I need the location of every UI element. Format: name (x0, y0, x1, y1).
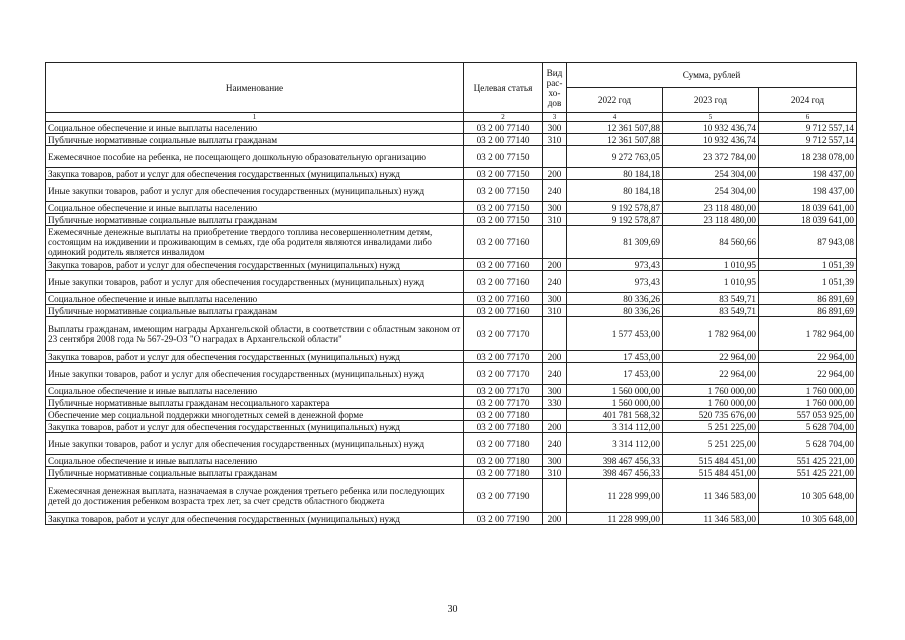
row-target-article: 03 2 00 77160 (464, 293, 543, 305)
table-row (46, 146, 857, 168)
row-target-article: 03 2 00 77140 (464, 134, 543, 146)
row-expense-type: 240 (543, 271, 567, 293)
table-row (46, 467, 857, 479)
row-target-article: 03 2 00 77150 (464, 214, 543, 226)
row-expense-type: 200 (543, 421, 567, 433)
row-target-article: 03 2 00 77180 (464, 421, 543, 433)
row-target-article: 03 2 00 77180 (464, 467, 543, 479)
row-name: Иные закупки товаров, работ и услуг для обеспечения государственных (муниципальных) нужд (46, 271, 464, 293)
row-amount-2024: 86 891,69 (759, 293, 857, 305)
row-expense-type: 300 (543, 293, 567, 305)
row-amount-2024: 22 964,00 (759, 363, 857, 385)
row-expense-type: 200 (543, 168, 567, 180)
row-amount-2024: 5 628 704,00 (759, 421, 857, 433)
row-name: Социальное обеспечение и иные выплаты населению (46, 202, 464, 214)
row-name: Закупка товаров, работ и услуг для обеспечения государственных (муниципальных) нужд (46, 421, 464, 433)
budget-table (45, 62, 857, 525)
row-amount-2023: 11 346 583,00 (663, 513, 759, 525)
row-target-article: 03 2 00 77160 (464, 271, 543, 293)
table-row (46, 351, 857, 363)
row-amount-2023: 23 372 784,00 (663, 146, 759, 168)
row-amount-2024: 1 782 964,00 (759, 317, 857, 351)
row-target-article: 03 2 00 77170 (464, 363, 543, 385)
table-row (46, 271, 857, 293)
row-name: Социальное обеспечение и иные выплаты населению (46, 122, 464, 134)
row-amount-2024: 1 051,39 (759, 259, 857, 271)
row-amount-2022: 1 577 453,00 (567, 317, 663, 351)
row-amount-2023: 23 118 480,00 (663, 202, 759, 214)
table-row (46, 363, 857, 385)
row-expense-type: 330 (543, 397, 567, 409)
row-amount-2022: 81 309,69 (567, 226, 663, 259)
table-row (46, 134, 857, 146)
table-row (46, 397, 857, 409)
row-amount-2023: 83 549,71 (663, 305, 759, 317)
row-amount-2023: 10 932 436,74 (663, 122, 759, 134)
row-name: Обеспечение мер социальной поддержки многодетных семей в денежной форме (46, 409, 464, 421)
row-amount-2024: 22 964,00 (759, 351, 857, 363)
col-number: 1 (46, 113, 464, 122)
row-expense-type: 240 (543, 433, 567, 455)
row-amount-2022: 9 192 578,87 (567, 202, 663, 214)
row-amount-2023: 83 549,71 (663, 293, 759, 305)
row-target-article: 03 2 00 77180 (464, 409, 543, 421)
row-name: Иные закупки товаров, работ и услуг для обеспечения государственных (муниципальных) нужд (46, 433, 464, 455)
row-name: Иные закупки товаров, работ и услуг для обеспечения государственных (муниципальных) нужд (46, 180, 464, 202)
table-row (46, 226, 857, 259)
row-target-article: 03 2 00 77150 (464, 202, 543, 214)
table-row (46, 513, 857, 525)
row-expense-type: 310 (543, 134, 567, 146)
row-amount-2024: 18 238 078,00 (759, 146, 857, 168)
row-amount-2022: 398 467 456,33 (567, 467, 663, 479)
table-body (46, 122, 857, 525)
page-number: 30 (447, 604, 458, 615)
row-amount-2023: 515 484 451,00 (663, 455, 759, 467)
row-expense-type: 300 (543, 385, 567, 397)
row-amount-2023: 23 118 480,00 (663, 214, 759, 226)
row-name: Иные закупки товаров, работ и услуг для обеспечения государственных (муниципальных) нужд (46, 363, 464, 385)
row-expense-type: 300 (543, 455, 567, 467)
row-amount-2024: 18 039 641,00 (759, 214, 857, 226)
table-row (46, 409, 857, 421)
row-amount-2024: 198 437,00 (759, 168, 857, 180)
row-expense-type: 310 (543, 305, 567, 317)
row-amount-2024: 9 712 557,14 (759, 134, 857, 146)
row-target-article: 03 2 00 77140 (464, 122, 543, 134)
row-expense-type (543, 479, 567, 513)
row-amount-2024: 5 628 704,00 (759, 433, 857, 455)
row-name: Публичные нормативные социальные выплаты гражданам (46, 134, 464, 146)
row-amount-2022: 11 228 999,00 (567, 513, 663, 525)
table-row (46, 433, 857, 455)
row-name: Закупка товаров, работ и услуг для обеспечения государственных (муниципальных) нужд (46, 168, 464, 180)
col-number: 6 (759, 113, 857, 122)
row-name: Выплаты гражданам, имеющим награды Архангельской области, в соответствии с областным законом от 23 сентября 2008 года № 567-29-ОЗ "О наградах в Архангельской области" (46, 317, 464, 351)
col-number: 4 (567, 113, 663, 122)
row-expense-type: 310 (543, 214, 567, 226)
row-expense-type: 200 (543, 513, 567, 525)
row-name: Закупка товаров, работ и услуг для обеспечения государственных (муниципальных) нужд (46, 259, 464, 271)
row-amount-2022: 1 560 000,00 (567, 397, 663, 409)
row-amount-2023: 254 304,00 (663, 168, 759, 180)
row-amount-2023: 1 010,95 (663, 259, 759, 271)
row-amount-2023: 11 346 583,00 (663, 479, 759, 513)
row-amount-2022: 3 314 112,00 (567, 421, 663, 433)
row-expense-type: 240 (543, 180, 567, 202)
row-name: Закупка товаров, работ и услуг для обеспечения государственных (муниципальных) нужд (46, 351, 464, 363)
header-sum: Сумма, рублей (567, 63, 857, 88)
row-amount-2024: 198 437,00 (759, 180, 857, 202)
row-target-article: 03 2 00 77180 (464, 455, 543, 467)
table-row (46, 305, 857, 317)
row-name: Публичные нормативные социальные выплаты гражданам (46, 214, 464, 226)
row-target-article: 03 2 00 77160 (464, 305, 543, 317)
row-expense-type: 300 (543, 122, 567, 134)
row-amount-2024: 9 712 557,14 (759, 122, 857, 134)
header-target-article: Целевая статья (464, 63, 543, 113)
row-amount-2023: 1 760 000,00 (663, 385, 759, 397)
col-number: 5 (663, 113, 759, 122)
row-amount-2022: 17 453,00 (567, 363, 663, 385)
row-name: Социальное обеспечение и иные выплаты населению (46, 293, 464, 305)
row-amount-2022: 11 228 999,00 (567, 479, 663, 513)
table-row (46, 122, 857, 134)
table-row (46, 421, 857, 433)
row-amount-2022: 1 560 000,00 (567, 385, 663, 397)
row-amount-2024: 10 305 648,00 (759, 479, 857, 513)
table-row (46, 455, 857, 467)
row-amount-2022: 3 314 112,00 (567, 433, 663, 455)
row-name: Ежемесячные денежные выплаты на приобретение твердого топлива несовершеннолетним детям, состоящим на иждивении и проживающим в семьях, где оба родителя являются инвалидами либо одинокий родитель является инвалидом (46, 226, 464, 259)
row-target-article: 03 2 00 77150 (464, 168, 543, 180)
row-amount-2022: 80 184,18 (567, 168, 663, 180)
row-amount-2023: 84 560,66 (663, 226, 759, 259)
row-expense-type: 240 (543, 363, 567, 385)
row-amount-2022: 9 272 763,05 (567, 146, 663, 168)
table-row (46, 479, 857, 513)
row-expense-type: 300 (543, 202, 567, 214)
row-amount-2023: 22 964,00 (663, 363, 759, 385)
row-target-article: 03 2 00 77150 (464, 180, 543, 202)
row-name: Публичные нормативные социальные выплаты гражданам (46, 467, 464, 479)
header-year-2024: 2024 год (759, 88, 857, 113)
row-target-article: 03 2 00 77160 (464, 259, 543, 271)
header-year-2023: 2023 год (663, 88, 759, 113)
row-amount-2022: 17 453,00 (567, 351, 663, 363)
row-target-article: 03 2 00 77170 (464, 351, 543, 363)
row-amount-2022: 398 467 456,33 (567, 455, 663, 467)
row-name: Закупка товаров, работ и услуг для обеспечения государственных (муниципальных) нужд (46, 513, 464, 525)
row-expense-type (543, 146, 567, 168)
row-name: Ежемесячное пособие на ребенка, не посещающего дошкольную образовательную организацию (46, 146, 464, 168)
row-amount-2022: 80 336,26 (567, 293, 663, 305)
row-expense-type (543, 409, 567, 421)
row-target-article: 03 2 00 77170 (464, 385, 543, 397)
row-target-article: 03 2 00 77190 (464, 479, 543, 513)
table-row (46, 293, 857, 305)
row-name: Публичные нормативные выплаты гражданам несоциального характера (46, 397, 464, 409)
header-year-2022: 2022 год (567, 88, 663, 113)
row-amount-2023: 1 760 000,00 (663, 397, 759, 409)
row-expense-type (543, 317, 567, 351)
row-amount-2024: 86 891,69 (759, 305, 857, 317)
table-row (46, 317, 857, 351)
row-expense-type: 200 (543, 351, 567, 363)
row-amount-2023: 515 484 451,00 (663, 467, 759, 479)
col-number: 3 (543, 113, 567, 122)
row-amount-2022: 401 781 568,32 (567, 409, 663, 421)
row-amount-2022: 9 192 578,87 (567, 214, 663, 226)
row-amount-2024: 18 039 641,00 (759, 202, 857, 214)
row-amount-2023: 1 782 964,00 (663, 317, 759, 351)
row-amount-2023: 254 304,00 (663, 180, 759, 202)
row-amount-2022: 973,43 (567, 259, 663, 271)
row-amount-2024: 10 305 648,00 (759, 513, 857, 525)
row-target-article: 03 2 00 77180 (464, 433, 543, 455)
row-name: Ежемесячная денежная выплата, назначаемая в случае рождения третьего ребенка или последующих детей до достижения ребенком возраста трех лет, за счет средств областного бюджета (46, 479, 464, 513)
row-amount-2024: 1 760 000,00 (759, 397, 857, 409)
col-number: 2 (464, 113, 543, 122)
row-amount-2024: 551 425 221,00 (759, 467, 857, 479)
row-amount-2024: 1 760 000,00 (759, 385, 857, 397)
row-amount-2022: 80 184,18 (567, 180, 663, 202)
row-name: Социальное обеспечение и иные выплаты населению (46, 385, 464, 397)
row-name: Социальное обеспечение и иные выплаты населению (46, 455, 464, 467)
table-row (46, 202, 857, 214)
header-expense-type: Вид рас- хо- дов (543, 63, 567, 113)
row-amount-2023: 1 010,95 (663, 271, 759, 293)
row-amount-2023: 22 964,00 (663, 351, 759, 363)
row-expense-type: 310 (543, 467, 567, 479)
row-amount-2023: 520 735 676,00 (663, 409, 759, 421)
table-row (46, 385, 857, 397)
row-amount-2023: 10 932 436,74 (663, 134, 759, 146)
row-amount-2024: 551 425 221,00 (759, 455, 857, 467)
row-target-article: 03 2 00 77190 (464, 513, 543, 525)
header-name: Наименование (46, 63, 464, 113)
row-amount-2023: 5 251 225,00 (663, 421, 759, 433)
row-target-article: 03 2 00 77170 (464, 317, 543, 351)
row-amount-2022: 12 361 507,88 (567, 122, 663, 134)
row-target-article: 03 2 00 77170 (464, 397, 543, 409)
row-name: Публичные нормативные социальные выплаты гражданам (46, 305, 464, 317)
row-amount-2024: 557 053 925,00 (759, 409, 857, 421)
table-row (46, 180, 857, 202)
row-amount-2022: 12 361 507,88 (567, 134, 663, 146)
table-row (46, 259, 857, 271)
table-row (46, 214, 857, 226)
row-target-article: 03 2 00 77150 (464, 146, 543, 168)
row-amount-2024: 87 943,08 (759, 226, 857, 259)
row-amount-2022: 973,43 (567, 271, 663, 293)
row-target-article: 03 2 00 77160 (464, 226, 543, 259)
row-amount-2024: 1 051,39 (759, 271, 857, 293)
row-amount-2022: 80 336,26 (567, 305, 663, 317)
row-amount-2023: 5 251 225,00 (663, 433, 759, 455)
table-row (46, 168, 857, 180)
row-expense-type: 200 (543, 259, 567, 271)
row-expense-type (543, 226, 567, 259)
